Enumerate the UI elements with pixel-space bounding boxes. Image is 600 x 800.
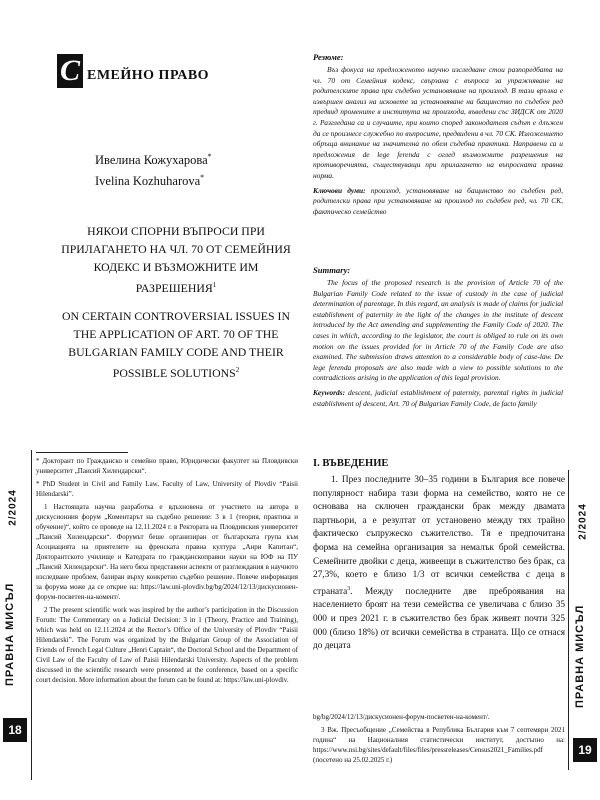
page-number-left: 18: [3, 718, 27, 742]
right-margin-strip: [570, 0, 600, 800]
abstract-bg-heading: Резюме:: [313, 52, 344, 62]
left-margin-strip: [0, 0, 30, 800]
abstract-en-heading: Summary:: [313, 265, 351, 275]
footnote-1: 1 Настоящата научна разработка е вдъхновена от участието на автора в дискусионния форум „Коментарът на съдебно решение: 3 в 1 (теория, практика и обучение)“, който се проведе на 12.11.2024 г. в Ректората на Пловдивския университет „Паисий Хилендарски“. Форумът беше организиран от българската група към Асоциацията на приятелите на френската правна култура „Анри Капитан“, Докторантското училище и Катедрата по гражданскоправни науки на ЮФ на ПУ „Паисий Хилендарски“. На него бяха представени аспекти от разглеждания в научното изследване проблем, базиран върху конкретно съдебно решение. Повече информация за форума може да се открие на: https://law.uni-plovdiv.bg/bg/2024/12/13/дискусионен-форум-посветен-на-комент/.: [36, 503, 298, 601]
page-number-right: 19: [573, 738, 597, 762]
footnote-author-bg: * Докторант по Гражданско и семейно право, Юридически факултет на Пловдивски университет „Паисий Хилендарски“.: [36, 457, 298, 475]
section-drop-cap: С: [57, 54, 83, 88]
author-name-en: Ivelina Kozhuharova*: [95, 173, 205, 189]
introduction-section: [313, 458, 565, 654]
footnote-author-en: * PhD Student in Civil and Family Law, Faculty of Law, University of Plovdiv “Paisii Hilendarski”.: [36, 480, 298, 498]
journal-name-left: ПРАВНА МИСЪЛ: [4, 582, 16, 686]
footnote-2: 2 The present scientific work was inspired by the author’s participation in the Discussion Forum: The Commentary on a Judicial Decision: 3 in 1 (Theory, Practice and Training), which was held on 12.11.2024 at the Rector’s Office of the University of Plovdiv “Paisii Hilendarski”. The Forum was organized by the Bulgarian Group of the Association of Friends of French Legal Culture „Henri Captain“, the Doctoral School and the Department of Civil Law of the Faculty of Law of Paisii Hilendarski University. Aspects of the problem discussed in the scientific research were presented at the conference, based on a specific court decision. More information about the forum can be found at: https://law.uni-plovdiv.: [36, 606, 298, 684]
issue-label-left: 2/2024: [7, 489, 19, 526]
footnotes-right: [313, 712, 565, 765]
abstract-en: [313, 265, 563, 409]
author-block: [95, 148, 295, 190]
left-divider: [31, 450, 32, 780]
journal-name-right: ПРАВНА МИСЪЛ: [574, 604, 586, 708]
introduction-paragraph: 1. През последните 30–35 години в България все повече популярност набира тази форма на семейство, която не се основава на сключен граждански брак между двамата партньори, а е резултат от установено между тях трайно фактическо съпружеско съжителство. Тя е предпочитана форма на семейна организация за немалък брой семейства. Семейните двойки с деца, живеещи в съжителство без брак, са 27,3%, което е близо 1/3 от всички семейства с деца в страната$^3$. Между последните две преброявания на населението броят на тези семейства се увеличава с близо 35 000 и през 2021 г. в съжителство без брак живеят почти 325 000 (близо 18%) от всички семейства в страната. Що се отнася до децата: [313, 475, 565, 652]
abstract-bg-text: Въз фокуса на предложеното научно изследване стои разпоредбата на чл. 70 от Семейния кодекс, свързана с въпроса за упражняване на родителските права при съдебно установяване на произход. В тази връзка е извършен анализ на исковете за установяване на бащинство по съдебен ред предвид промените в института на произхода, въведени със ЗИДСК от 2020 г. Разгледана са и случаите, при които според законодателя съдът е длъжен да се произнесе служебно по въпросите, предвидени в чл. 70 СК. Изложението обръща внимание на значителна по обем съдебна практика. Направени са и предложения de lege ferenda с оглед възможните разрешения на противоречията, съществуващи при прилагането на въпросната правна норма.: [313, 65, 563, 180]
author-name-bg: Ивелина Кожухарова*: [95, 152, 212, 168]
abstract-bg-keywords: Ключови думи: произход, установяване на бащинство по съдебен ред, родителски права при установяване на произход по съдебен ред, чл. 70 СК, фактическо семейство: [313, 185, 563, 216]
issue-label-right: 2/2024: [577, 503, 589, 540]
footnote-2-continued: bg/bg/2024/12/13/дискусионен-форум-посветен-на-комент/.: [313, 713, 490, 721]
introduction-heading: I. ВЪВЕДЕНИЕ: [313, 458, 389, 469]
abstract-en-keywords: Keywords: descent, judicial establishment of paternity, parental rights in judicial establishment of descent, Art. 70 of Bulgarian Family Code, de facto family: [313, 387, 563, 408]
footnote-3: 3 Вж. Пресъобщение „Семейства в Република България към 7 септември 2021 година“ на Националния статистически институт, достъпно на: https://www.nsi.bg/sites/default/files/files/pressreleases/Census2021_Families.pdf (посетено на 25.02.2025 г.): [313, 726, 565, 764]
footnotes-left: [36, 456, 298, 685]
section-title: ЕМЕЙНО ПРАВО: [87, 68, 210, 83]
abstract-bg: [313, 52, 563, 217]
footnote-separator-left: [36, 452, 128, 453]
abstract-en-text: The focus of the proposed research is the provision of Article 70 of the Bulgarian Family Code related to the issue of custody in the case of judicial determination of parentage. In this regard, an analysis is made of claims for judicial establishment of paternity in the light of the changes in the institute of descent introduced by the Act amending and supplementing the Family Code of 2020. The cases in which, according to the legislator, the court is obliged to rule on its own motion on the issues provided for in Article 70 of the Family Code are also examined. The submission draws attention to a considerable body of case-law. De lege ferenda proposals are also made with a view to possible solutions to the contradictions arising in the application of this legal provision.: [313, 278, 563, 383]
article-title-en: ON CERTAIN CONTROVERSIAL ISSUES IN THE APPLICATION OF ART. 70 OF THE BULGARIAN FAMILY CODE AND THEIR POSSIBLE SOLUTIONS$^2$: [62, 309, 290, 380]
right-divider: [568, 470, 569, 770]
section-header: [57, 54, 257, 98]
article-title-bg: НЯКОИ СПОРНИ ВЪПРОСИ ПРИ ПРИЛАГАНЕТО НА ЧЛ. 70 ОТ СЕМЕЙНИЯ КОДЕКС И ВЪЗМОЖНИТЕ ИМ РАЗРЕШЕНИЯ$^1$: [61, 224, 291, 295]
